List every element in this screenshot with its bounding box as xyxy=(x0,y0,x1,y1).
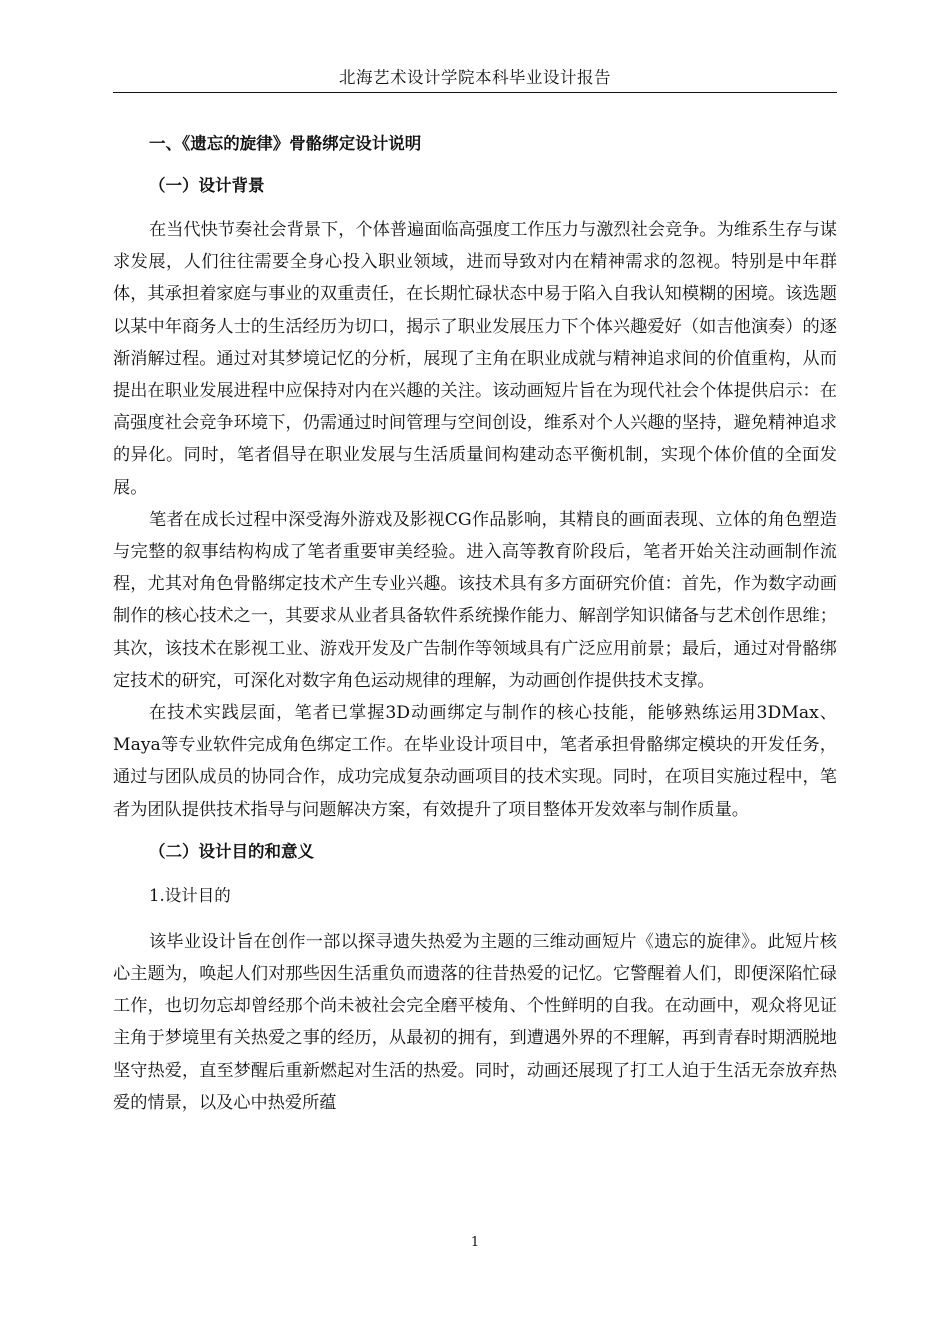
document-body xyxy=(113,128,837,1119)
paragraph-background-2: 笔者在成长过程中深受海外游戏及影视CG作品影响，其精良的画面表现、立体的角色塑造与完整的叙事结构构成了笔者重要审美经验。进入高等教育阶段后，笔者开始关注动画制作流程，尤其对角色骨骼绑定技术产生专业兴趣。该技术具有多方面研究价值：首先，作为数字动画制作的核心技术之一，其要求从业者具备软件系统操作能力、解剖学知识储备与艺术创作思维；其次，该技术在影视工业、游戏开发及广告制作等领域具有广泛应用前景；最后，通过对骨骼绑定技术的研究，可深化对数字角色运动规律的理解，为动画创作提供技术支撑。 xyxy=(113,509,837,691)
header-divider xyxy=(113,92,837,93)
item-heading-design-purpose: 1.设计目的 xyxy=(149,885,231,905)
subsection-heading-purpose: （二）设计目的和意义 xyxy=(149,841,314,861)
paragraph-background-3: 在技术实践层面，笔者已掌握3D动画绑定与制作的核心技能，能够熟练运用3DMax、Maya等专业软件完成角色绑定工作。在毕业设计项目中，笔者承担骨骼绑定模块的开发任务，通过与团队成员的协同合作，成功完成复杂动画项目的技术实现。同时，在项目实施过程中，笔者为团队提供技术指导与问题解决方案，有效提升了项目整体开发效率与制作质量。 xyxy=(113,703,837,820)
page-number: 1 xyxy=(470,1235,480,1250)
running-header: 北海艺术设计学院本科毕业设计报告 xyxy=(339,68,611,87)
paragraph-design-purpose: 该毕业设计旨在创作一部以探寻遗失热爱为主题的三维动画短片《遗忘的旋律》。此短片核心主题为，唤起人们对那些因生活重负而遗落的往昔热爱的记忆。它警醒着人们，即便深陷忙碌工作，也切勿忘却曾经那个尚未被社会完全磨平棱角、个性鲜明的自我。在动画中，观众将见证主角于梦境里有关热爱之事的经历，从最初的拥有，到遭遇外界的不理解，再到青春时期洒脱地坚守热爱，直至梦醒后重新燃起对生活的热爱。同时，动画还展现了打工人迫于生活无奈放弃热爱的情景，以及心中热爱所蕴 xyxy=(113,931,837,1113)
paragraph-background-1: 在当代快节奏社会背景下，个体普遍面临高强度工作压力与激烈社会竞争。为维系生存与谋求发展，人们往往需要全身心投入职业领域，进而导致对内在精神需求的忽视。特别是中年群体，其承担着家庭与事业的双重责任，在长期忙碌状态中易于陷入自我认知模糊的困境。该选题以某中年商务人士的生活经历为切口，揭示了职业发展压力下个体兴趣爱好（如吉他演奏）的逐渐消解过程。通过对其梦境记忆的分析，展现了主角在职业成就与精神追求间的价值重构，从而提出在职业发展进程中应保持对内在兴趣的关注。该动画短片旨在为现代社会个体提供启示：在高强度社会竞争环境下，仍需通过时间管理与空间创设，维系对个人兴趣的坚持，避免精神追求的异化。同时，笔者倡导在职业发展与生活质量间构建动态平衡机制，实现个体价值的全面发展。 xyxy=(113,220,837,498)
section-heading: 一、《遗忘的旋律》骨骼绑定设计说明 xyxy=(149,134,422,153)
subsection-heading-background: （一）设计背景 xyxy=(149,176,265,195)
